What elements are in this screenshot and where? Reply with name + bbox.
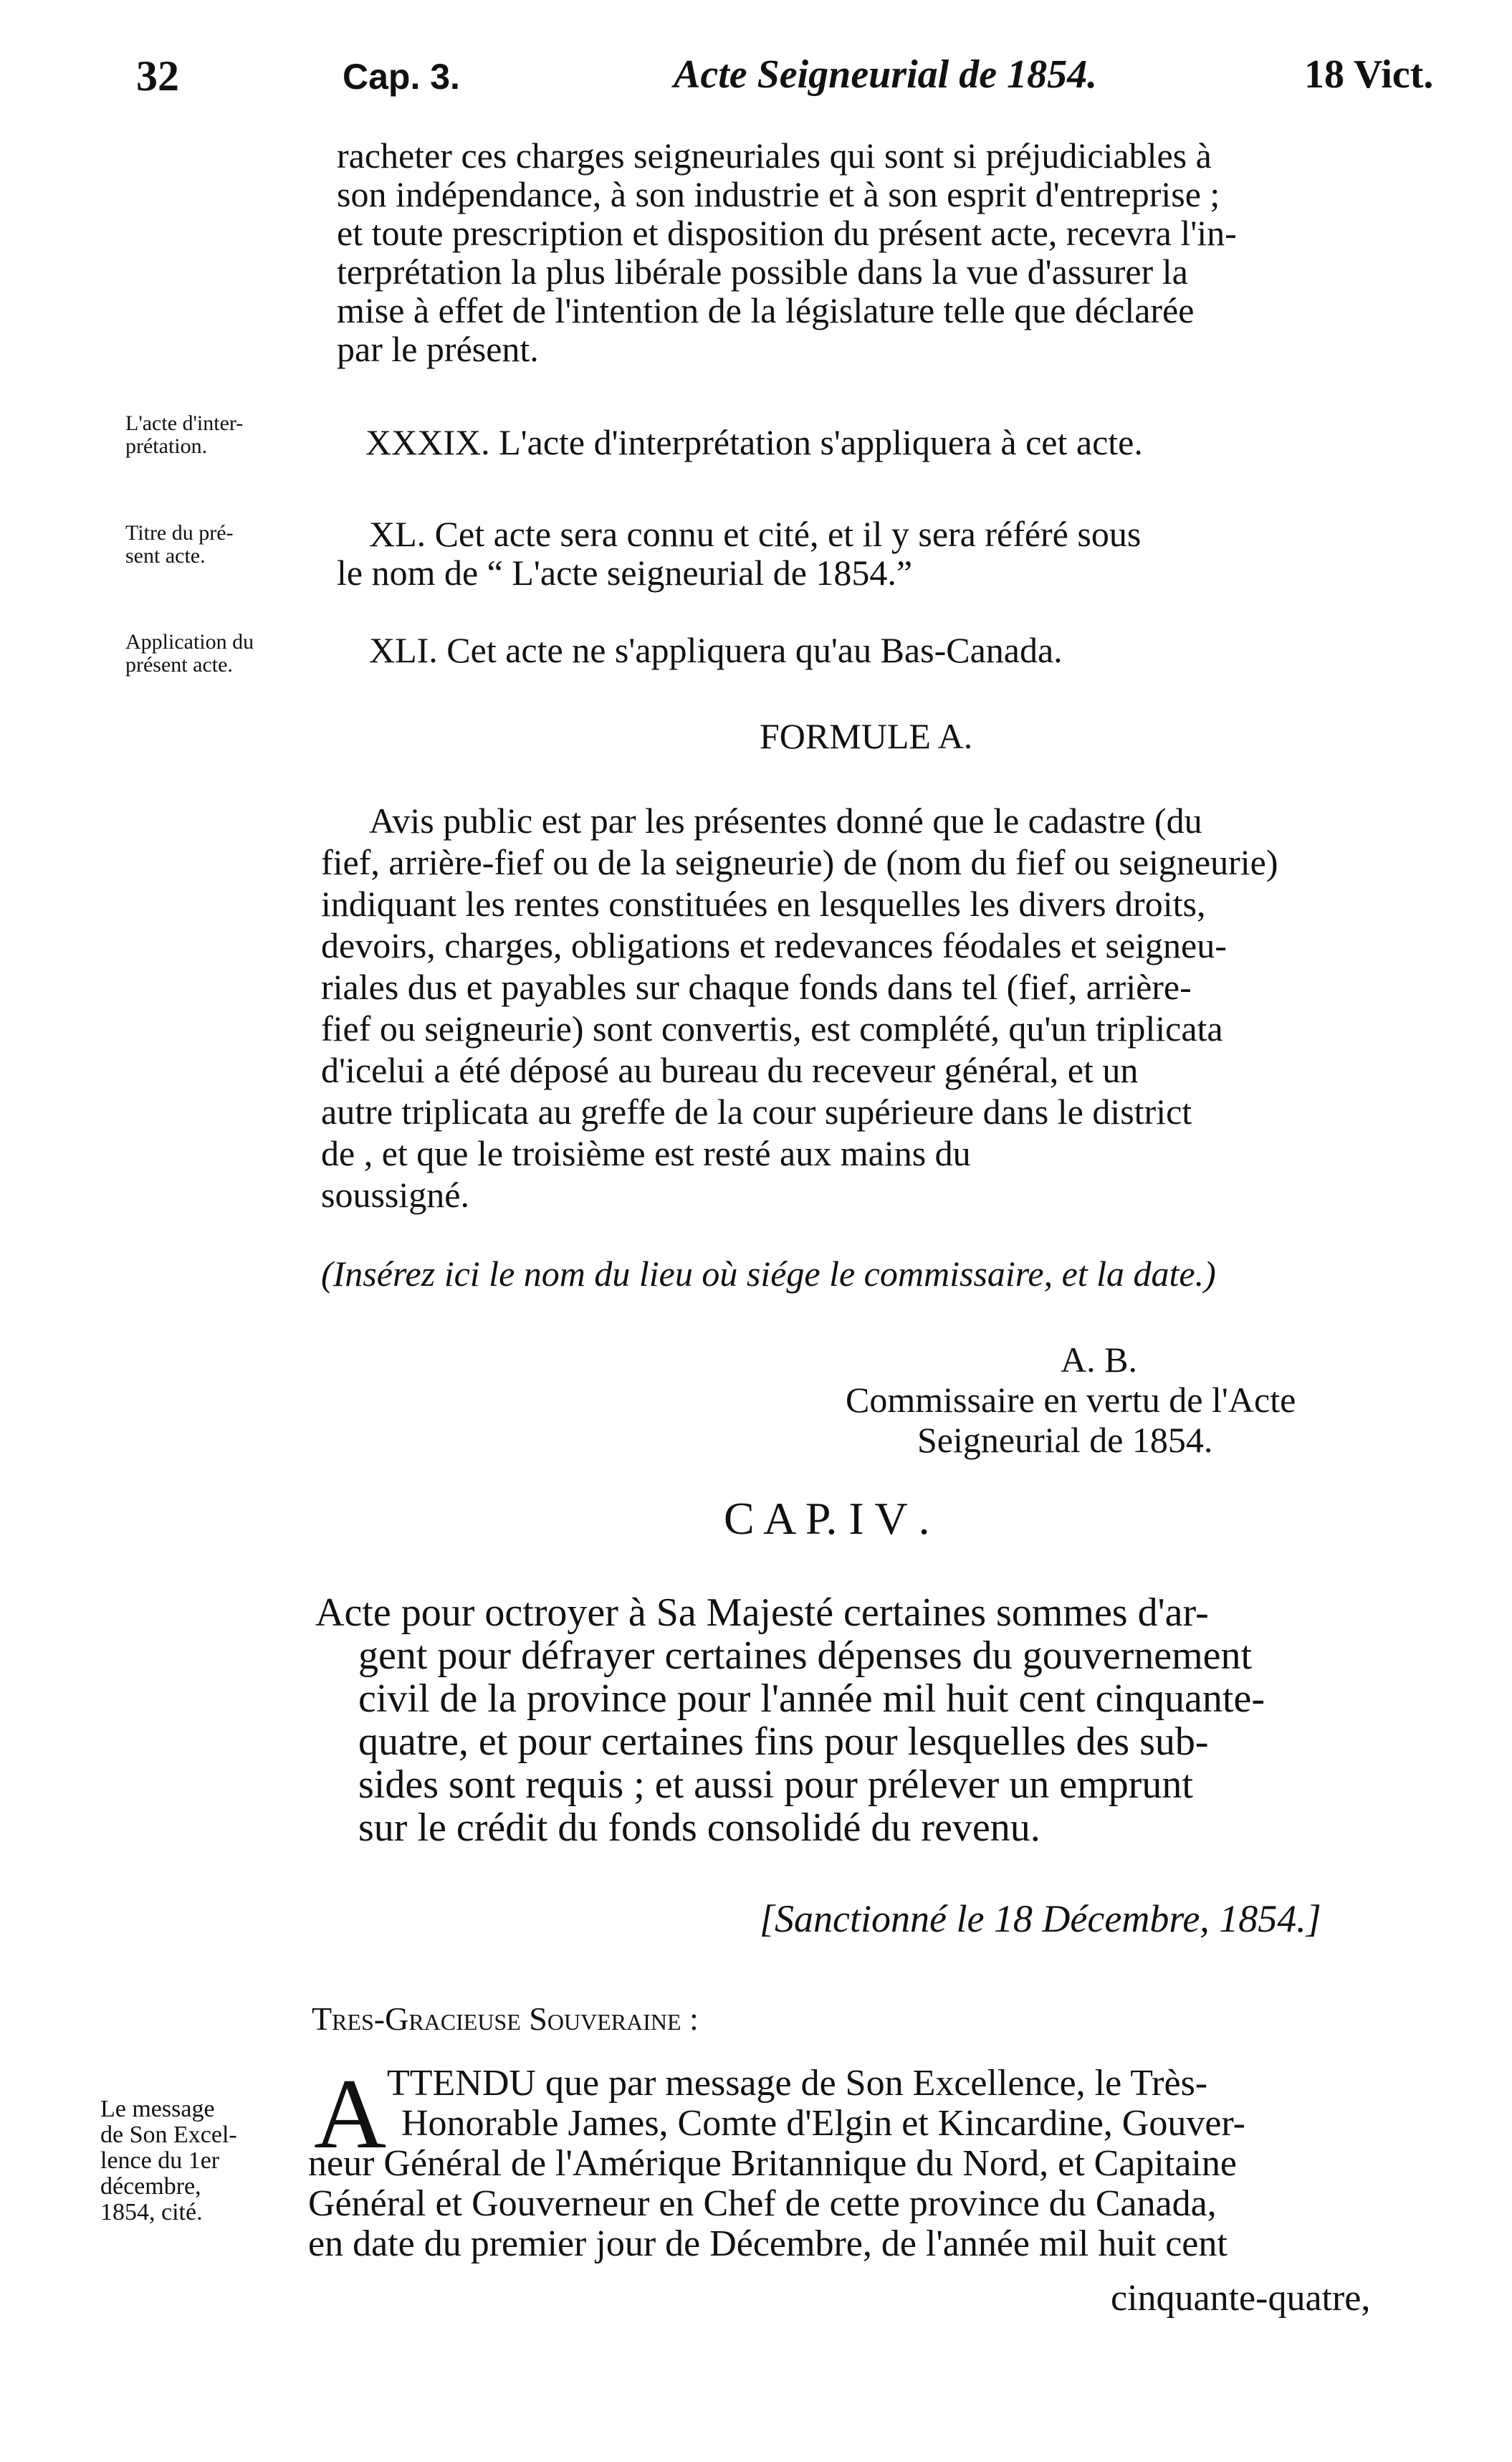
text-line: soussigné. xyxy=(321,1175,469,1215)
signature-initials: A. B. xyxy=(1061,1340,1137,1380)
sidenote-line: 1854, cité. xyxy=(100,2199,203,2225)
text-line: de , et que le troisième est resté aux mains du xyxy=(321,1133,971,1173)
text-line: Avis public est par les présentes donné que le cadastre (du xyxy=(369,801,1202,841)
text-line: d'icelui a été déposé au bureau du receveur général, et un xyxy=(321,1050,1139,1090)
sidenote-title xyxy=(125,522,234,568)
text-line: riales dus et payables sur chaque fonds dans tel (fief, arrière- xyxy=(321,967,1192,1007)
chapter-heading: C A P. I V . xyxy=(724,1493,930,1544)
text-line: le nom de “ L'acte seigneurial de 1854.” xyxy=(337,553,913,593)
running-regnal-year: 18 Vict. xyxy=(1304,52,1434,97)
text-line: Général et Gouverneur en Chef de cette province du Canada, xyxy=(308,2183,1217,2224)
sidenote-line: de Son Excel- xyxy=(100,2122,237,2148)
text-line: neur Général de l'Amérique Britannique du Nord, et Capitaine xyxy=(308,2143,1237,2184)
sidenote-line: prétation. xyxy=(125,434,208,458)
text-line: TTENDU que par message de Son Excellence, le Très- xyxy=(387,2063,1208,2104)
text-line: XL. Cet acte sera connu et cité, et il y sera référé sous xyxy=(369,514,1142,554)
running-title: Acte Seigneurial de 1854. xyxy=(674,52,1098,97)
text-line: Acte pour octroyer à Sa Majesté certaines sommes d'ar- xyxy=(315,1590,1209,1635)
sidenote-line: L'acte d'inter- xyxy=(125,411,244,435)
text-line: fief ou seigneurie) sont convertis, est complété, qu'un triplicata xyxy=(321,1008,1223,1049)
signature-title: Seigneurial de 1854. xyxy=(917,1420,1213,1460)
text-line: devoirs, charges, obligations et redevances féodales et seigneu- xyxy=(321,925,1227,965)
text-line: civil de la province pour l'année mil huit cent cinquante- xyxy=(358,1676,1265,1721)
sidenote-line: sent acte. xyxy=(125,544,206,568)
sidenote-line: décembre, xyxy=(100,2173,201,2200)
page-number: 32 xyxy=(136,52,179,100)
sidenote-line: lence du 1er xyxy=(100,2147,220,2174)
formule-heading: FORMULE A. xyxy=(760,716,973,756)
sidenote-application xyxy=(125,631,254,677)
section-41: XLI. Cet acte ne s'appliquera qu'au Bas-Canada. xyxy=(369,630,1063,670)
text-line: sur le crédit du fonds consolidé du revenu. xyxy=(358,1805,1040,1850)
text-line: par le présent. xyxy=(337,329,539,369)
sidenote-message xyxy=(100,2096,237,2225)
text-line: en date du premier jour de Décembre, de l'année mil huit cent xyxy=(308,2223,1228,2264)
text-line: gent pour défrayer certaines dépenses du gouvernement xyxy=(358,1633,1253,1678)
text-line: et toute prescription et disposition du présent acte, recevra l'in- xyxy=(337,213,1237,253)
sidenote-line: Application du xyxy=(125,630,254,654)
text-line: fief, arrière-fief ou de la seigneurie) de (nom du fief ou seigneurie) xyxy=(321,842,1278,882)
text-line: racheter ces charges seigneuriales qui sont si préjudiciables à xyxy=(337,135,1212,176)
text-line: quatre, et pour certaines fins pour lesquelles des sub- xyxy=(358,1719,1209,1764)
signature-title: Commissaire en vertu de l'Acte xyxy=(846,1380,1296,1420)
drop-cap: A xyxy=(314,2058,387,2170)
sidenote-line: présent acte. xyxy=(125,653,233,677)
section-39: XXXIX. L'acte d'interprétation s'appliquera à cet acte. xyxy=(365,422,1143,462)
salutation: Tres-Gracieuse Souveraine : xyxy=(312,2000,699,2037)
running-chapter: Cap. 3. xyxy=(343,57,460,97)
sidenote-interpretation xyxy=(125,412,243,458)
text-line: son indépendance, à son industrie et à son esprit d'entreprise ; xyxy=(337,174,1220,214)
text-line: Honorable James, Comte d'Elgin et Kincardine, Gouver- xyxy=(401,2103,1245,2144)
insert-note: (Insérez ici le nom du lieu où siége le commissaire, et la date.) xyxy=(321,1254,1216,1294)
text-line: autre triplicata au greffe de la cour supérieure dans le district xyxy=(321,1092,1192,1132)
text-line: mise à effet de l'intention de la législature telle que déclarée xyxy=(337,290,1195,330)
text-line: sides sont requis ; et aussi pour prélever un emprunt xyxy=(358,1762,1193,1807)
catchword: cinquante-quatre, xyxy=(1111,2278,1371,2319)
sanction-date: [Sanctionné le 18 Décembre, 1854.] xyxy=(760,1897,1321,1940)
sidenote-line: Titre du pré- xyxy=(125,521,234,545)
text-line: indiquant les rentes constituées en lesquelles les divers droits, xyxy=(321,884,1206,924)
text-line: terprétation la plus libérale possible dans la vue d'assurer la xyxy=(337,252,1188,292)
sidenote-line: Le message xyxy=(100,2096,215,2122)
